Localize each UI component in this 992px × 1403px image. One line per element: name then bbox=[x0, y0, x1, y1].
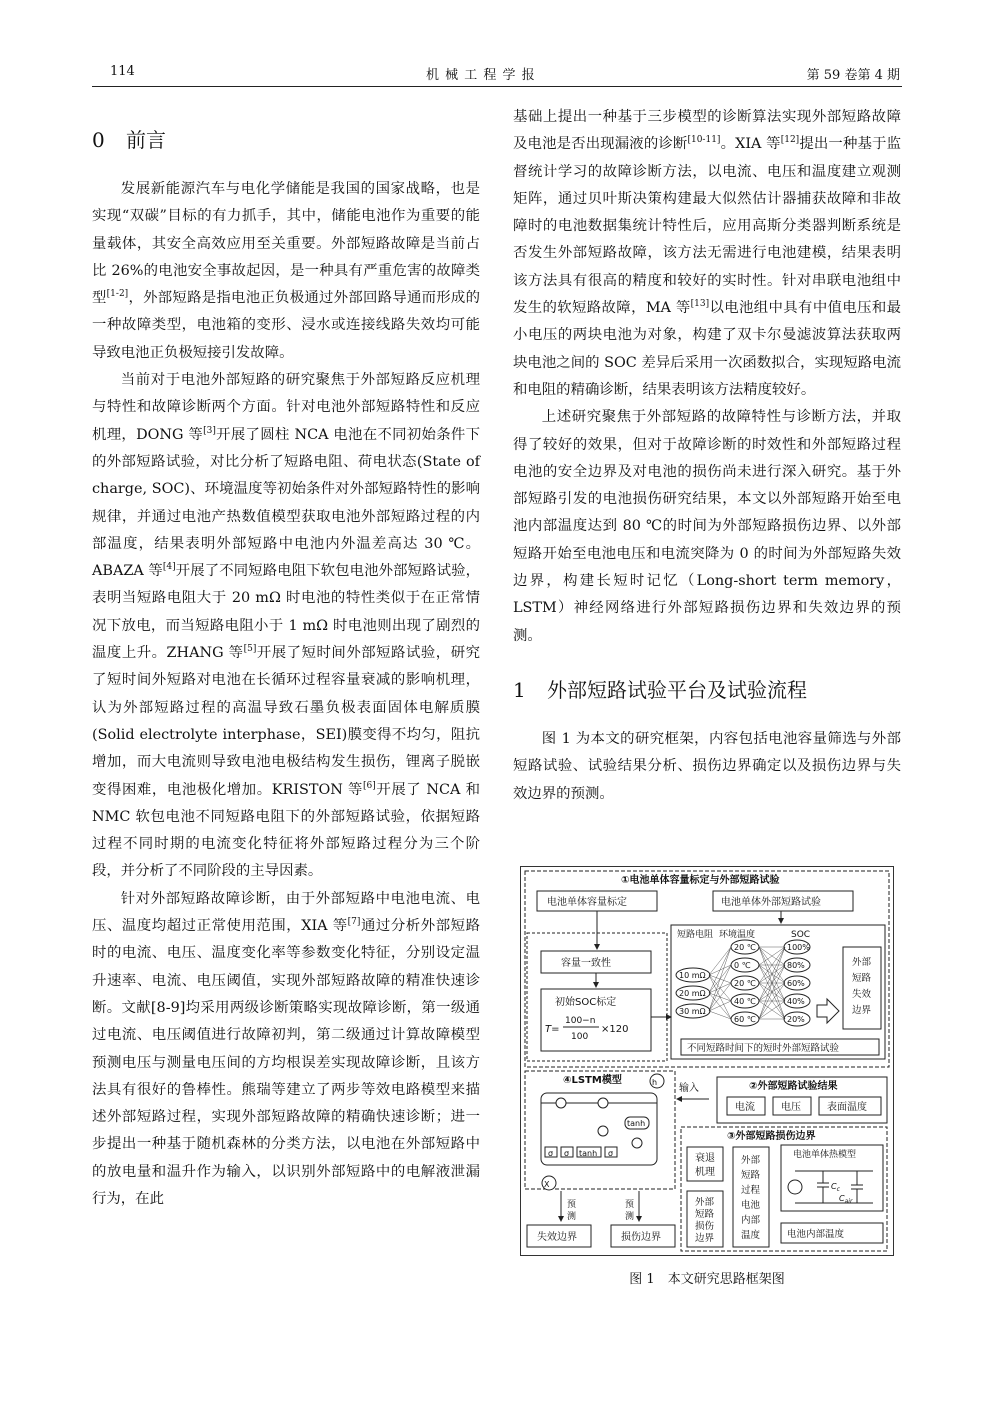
figure-caption: 图 1 本文研究思路框架图 bbox=[629, 1272, 785, 1287]
col-temperature: 环境温度 bbox=[719, 930, 756, 940]
page-number: 114 bbox=[110, 64, 135, 79]
panel-4-title: ④LSTM模型 bbox=[563, 1075, 622, 1086]
header-rule bbox=[92, 86, 902, 87]
page-header bbox=[96, 64, 900, 86]
paragraph-5: 上述研究聚焦于外部短路的故障特性与诊断方法，并取得了较好的效果，但对于故障诊断的时效性和外部短路过程电池的安全边界及对电池的损伤尚未进行深入研究。基于外部短路引发的电池损伤研究结果，本文以外部短路开始至电池内部温度达到 80 ℃的时间为外部短路损伤边界、以外部短路开始至电池电压和电流突降为 0 的时间为外部短路失效边界，构建长短时记忆（Long-short term memory，LSTM）神经网络进行外部短路损伤边界和失效边界的预测。 bbox=[513, 409, 901, 644]
paragraph-1: 发展新能源汽车与电化学储能是我国的国家战略，也是实现“双碳”目标的有力抓手，其中，储能电池作为重要的能量载体，其安全高效应用至关重要。外部短路故障是当前占比 26%的电池安全事故起因，是一种具有严重危害的故障类型[1-2]，外部短路是指电池正负极通过外部回路导通而形成的一种故障类型，电池箱的变形、浸水或连接线路失效均可能导致电池正负极短接引发故障。 bbox=[92, 181, 480, 361]
damage-line-4: 边界 bbox=[695, 1233, 715, 1244]
gate-sigma-3-label: σ bbox=[608, 1149, 614, 1158]
paragraph-6: 图 1 为本文的研究框架，内容包括电池容量筛选与外部短路试验、试验结果分析、损伤边界确定以及损伤边界与失效边界的预测。 bbox=[513, 730, 901, 802]
panel-1-title: ①电池单体容量标定与外部短路试验 bbox=[621, 875, 780, 886]
citation: [3] bbox=[203, 425, 216, 436]
network-edge bbox=[709, 965, 731, 1011]
section-title: 前言 bbox=[126, 128, 166, 152]
paragraph-2: 当前对于电池外部短路的研究聚焦于外部短路反应机理与特性和故障诊断两个方面。针对电池外部短路特性和反应机理，DONG 等[3]开展了圆柱 NCA 电池在不同初始条件下的外部短路试验，对比分析了短路电阻、荷电状态(State of charge, SOC)、环境温度等初始条件对外部短路特性的影响规律，并通过电池产热数值模型获取电池外部短路过程的内部温度，结果表明外部短路中电池内外温差高达 30 ℃。ABAZA 等[4]开展了不同短路电阻下软包电池外部短路试验，表明当短路电阻大于 20 mΩ 时电池的特性类似于在正常情况下放电，而当短路电阻小于 1 mΩ 时电池则出现了剧烈的温度上升。ZHANG 等[5]开展了短时间外部短路试验，研究了短时间外短路对电池在长循环过程容量衰减的影响机理，认为外部短路过程的高温导致石墨负极表面固体电解质膜(Solid electrolyte interphase，SEI)膜变得不均匀，阻抗增加，而大电流则导致电池电极结构发生损伤，锂离子脱嵌变得困难，电池极化增加。KRISTON 等[6]开展了 NCA 和 NMC 软包电池不同短路电阻下的外部短路试验，依据短路过程不同时期的电流变化特征将外部短路过程分为三个阶段，并分析了不同阶段的主导因素。 bbox=[92, 372, 480, 880]
network-edge bbox=[709, 947, 731, 975]
section-number: 1 bbox=[513, 677, 526, 702]
network-edge bbox=[709, 1001, 731, 1011]
panel-2-title: ②外部短路试验结果 bbox=[749, 1081, 838, 1092]
lstm-xt: X bbox=[544, 1180, 550, 1189]
right-column bbox=[513, 104, 901, 808]
forget-multiply bbox=[556, 1098, 566, 1108]
soc-label: 40% bbox=[787, 997, 805, 1006]
gate-sigma-1-label: σ bbox=[548, 1149, 554, 1158]
citation: [4] bbox=[162, 562, 176, 573]
framework-diagram bbox=[521, 867, 893, 1255]
formula-tail: ×120 bbox=[601, 1024, 629, 1035]
predict-1-b: 测 bbox=[567, 1212, 577, 1222]
soc-label: 20% bbox=[787, 1015, 805, 1024]
resistance-label: 20 mΩ bbox=[679, 989, 706, 998]
citation: [13] bbox=[690, 299, 710, 310]
resistance-label: 10 mΩ bbox=[679, 971, 706, 980]
resistance-label: 30 mΩ bbox=[679, 1007, 706, 1016]
figure-1 bbox=[520, 866, 894, 1256]
citation: [5] bbox=[243, 644, 257, 655]
col-soc: SOC bbox=[791, 930, 811, 940]
box-internal-temp-label: 电池内部温度 bbox=[787, 1229, 845, 1240]
paragraph-3: 针对外部短路故障诊断，由于外部短路中电池电流、电压、温度均超过正常使用范围，XIA 等[7]通过分析外部短路时的电流、电压、温度变化率等参数变化特征，分别设定温升速率、电流、电压阈值，实现外部短路故障的精准快速诊断。文献[8-9]均采用两级诊断策略实现故障诊断，第一级通过电流、电压阈值进行故障初判，第二级通过计算故障模型预测电压与测量电压间的方均根误差实现故障诊断，且该方法具有很好的鲁棒性。熊瑞等建立了两步等效电路模型来描述外部短路过程，实现外部短路故障的精确快速诊断；进一步提出一种基于随机森林的分类方法，以电池在外部短路中的放电量和温升作为输入，以识别外部短路中的电解液泄漏行为，在此 bbox=[92, 890, 480, 1207]
formula-numerator: 100−n bbox=[565, 1016, 596, 1026]
predict-1-a: 预 bbox=[567, 1200, 577, 1210]
failure-line-3: 失效 bbox=[852, 989, 872, 1000]
panel-3-title: ③外部短路损伤边界 bbox=[727, 1131, 816, 1142]
process-line-5: 内部 bbox=[741, 1215, 761, 1226]
col-resistance: 短路电阻 bbox=[677, 930, 714, 940]
input-multiply bbox=[598, 1126, 608, 1136]
input-label: 输入 bbox=[679, 1083, 699, 1094]
outcome-arrow bbox=[817, 999, 839, 1023]
degradation-line-1: 衰退 bbox=[695, 1153, 715, 1164]
temperature-label: 60 ℃ bbox=[734, 1015, 756, 1024]
process-line-2: 短路 bbox=[741, 1170, 761, 1181]
section-heading-intro bbox=[92, 124, 480, 156]
process-line-3: 过程 bbox=[741, 1185, 761, 1196]
temperature-label: 0 ℃ bbox=[734, 961, 751, 970]
gate-sigma-2-label: σ bbox=[564, 1149, 570, 1158]
soc-label: 60% bbox=[787, 979, 805, 988]
network-edge bbox=[709, 947, 731, 993]
box-capacity-calibration-label: 电池单体容量标定 bbox=[547, 897, 627, 908]
soc-nodes bbox=[784, 940, 810, 1026]
lstm-ht: h bbox=[652, 1078, 658, 1087]
damage-line-1: 外部 bbox=[695, 1197, 715, 1208]
journal-name: 机 械 工 程 学 报 bbox=[426, 68, 536, 83]
citation: [7] bbox=[347, 917, 361, 928]
resistance-nodes bbox=[676, 968, 710, 1018]
result-voltage-label: 电压 bbox=[781, 1102, 801, 1113]
failure-line-2: 短路 bbox=[852, 973, 872, 984]
left-column bbox=[92, 100, 480, 1213]
process-line-4: 电池 bbox=[741, 1200, 761, 1211]
predict-2-b: 测 bbox=[625, 1212, 635, 1222]
failure-line-1: 外部 bbox=[852, 957, 872, 968]
process-line-6: 温度 bbox=[741, 1230, 761, 1241]
add-node bbox=[598, 1098, 608, 1108]
heat-source bbox=[788, 1180, 802, 1194]
box-short-test-label: 电池单体外部短路试验 bbox=[721, 897, 821, 908]
result-surface-temp-label: 表面温度 bbox=[827, 1102, 867, 1113]
temperature-label: 20 ℃ bbox=[734, 943, 756, 952]
predict-2-a: 预 bbox=[625, 1200, 635, 1210]
formula-denominator: 100 bbox=[571, 1032, 589, 1042]
damage-line-3: 损伤 bbox=[695, 1221, 715, 1232]
section-title: 外部短路试验平台及试验流程 bbox=[547, 677, 807, 702]
citation: [12] bbox=[780, 135, 800, 146]
output-multiply bbox=[632, 1138, 642, 1148]
section-number: 0 bbox=[92, 128, 105, 152]
soc-label: 100% bbox=[787, 943, 810, 952]
formula-t: T= bbox=[545, 1024, 560, 1035]
tanh-out-label: tanh bbox=[627, 1119, 646, 1128]
cap-cair: $C_{air}$ bbox=[839, 1194, 853, 1205]
temperature-label: 20 ℃ bbox=[734, 979, 756, 988]
box-initial-soc-label: 初始SOC标定 bbox=[555, 997, 617, 1008]
degradation-line-2: 机理 bbox=[695, 1167, 715, 1178]
issue-info: 第 59 卷第 4 期 bbox=[806, 68, 900, 83]
citation: [10-11] bbox=[687, 135, 721, 146]
section-heading-1 bbox=[513, 674, 901, 706]
damage-line-2: 短路 bbox=[695, 1209, 715, 1220]
citation: [6] bbox=[363, 780, 376, 791]
temperature-nodes bbox=[731, 940, 759, 1026]
result-current-label: 电流 bbox=[735, 1102, 755, 1113]
process-line-1: 外部 bbox=[741, 1155, 761, 1166]
box-consistency-label: 容量一致性 bbox=[561, 958, 611, 969]
paragraph-4: 基础上提出一种基于三步模型的诊断算法实现外部短路故障及电池是否出现漏液的诊断[10-11]。XIA 等[12]提出一种基于监督统计学习的故障诊断方法，以电流、电压和温度建立观测矩阵，通过贝叶斯决策构建最大似然估计器捕获故障和非故障时的电池数据集统计特性后，应用高斯分类器判断系统是否发生外部短路故障，该方法无需进行电池建模，结果表明该方法具有很高的精度和较好的实时性。针对串联电池组中发生的软短路故障，MA 等[13]以电池组中具有中值电压和最小电压的两块电池为对象，构建了双卡尔曼滤波算法获取两块电池之间的 SOC 差异后采用一次函数拟合，实现短路电流和电阻的精确诊断，结果表明该方法精度较好。 bbox=[513, 109, 901, 398]
cap-cc: $C_c$ bbox=[831, 1182, 840, 1193]
gate-tanh-label: tanh bbox=[579, 1149, 598, 1158]
citation: [1-2] bbox=[106, 289, 129, 300]
out-damage-label: 损伤边界 bbox=[621, 1232, 661, 1243]
thermal-model-title: 电池单体热模型 bbox=[793, 1150, 857, 1160]
bottom-bar-label: 不同短路时间下的短时外部短路试验 bbox=[687, 1043, 840, 1054]
soc-label: 80% bbox=[787, 961, 805, 970]
failure-line-4: 边界 bbox=[852, 1005, 872, 1016]
out-failure-label: 失效边界 bbox=[537, 1232, 577, 1243]
temperature-label: 40 ℃ bbox=[734, 997, 756, 1006]
